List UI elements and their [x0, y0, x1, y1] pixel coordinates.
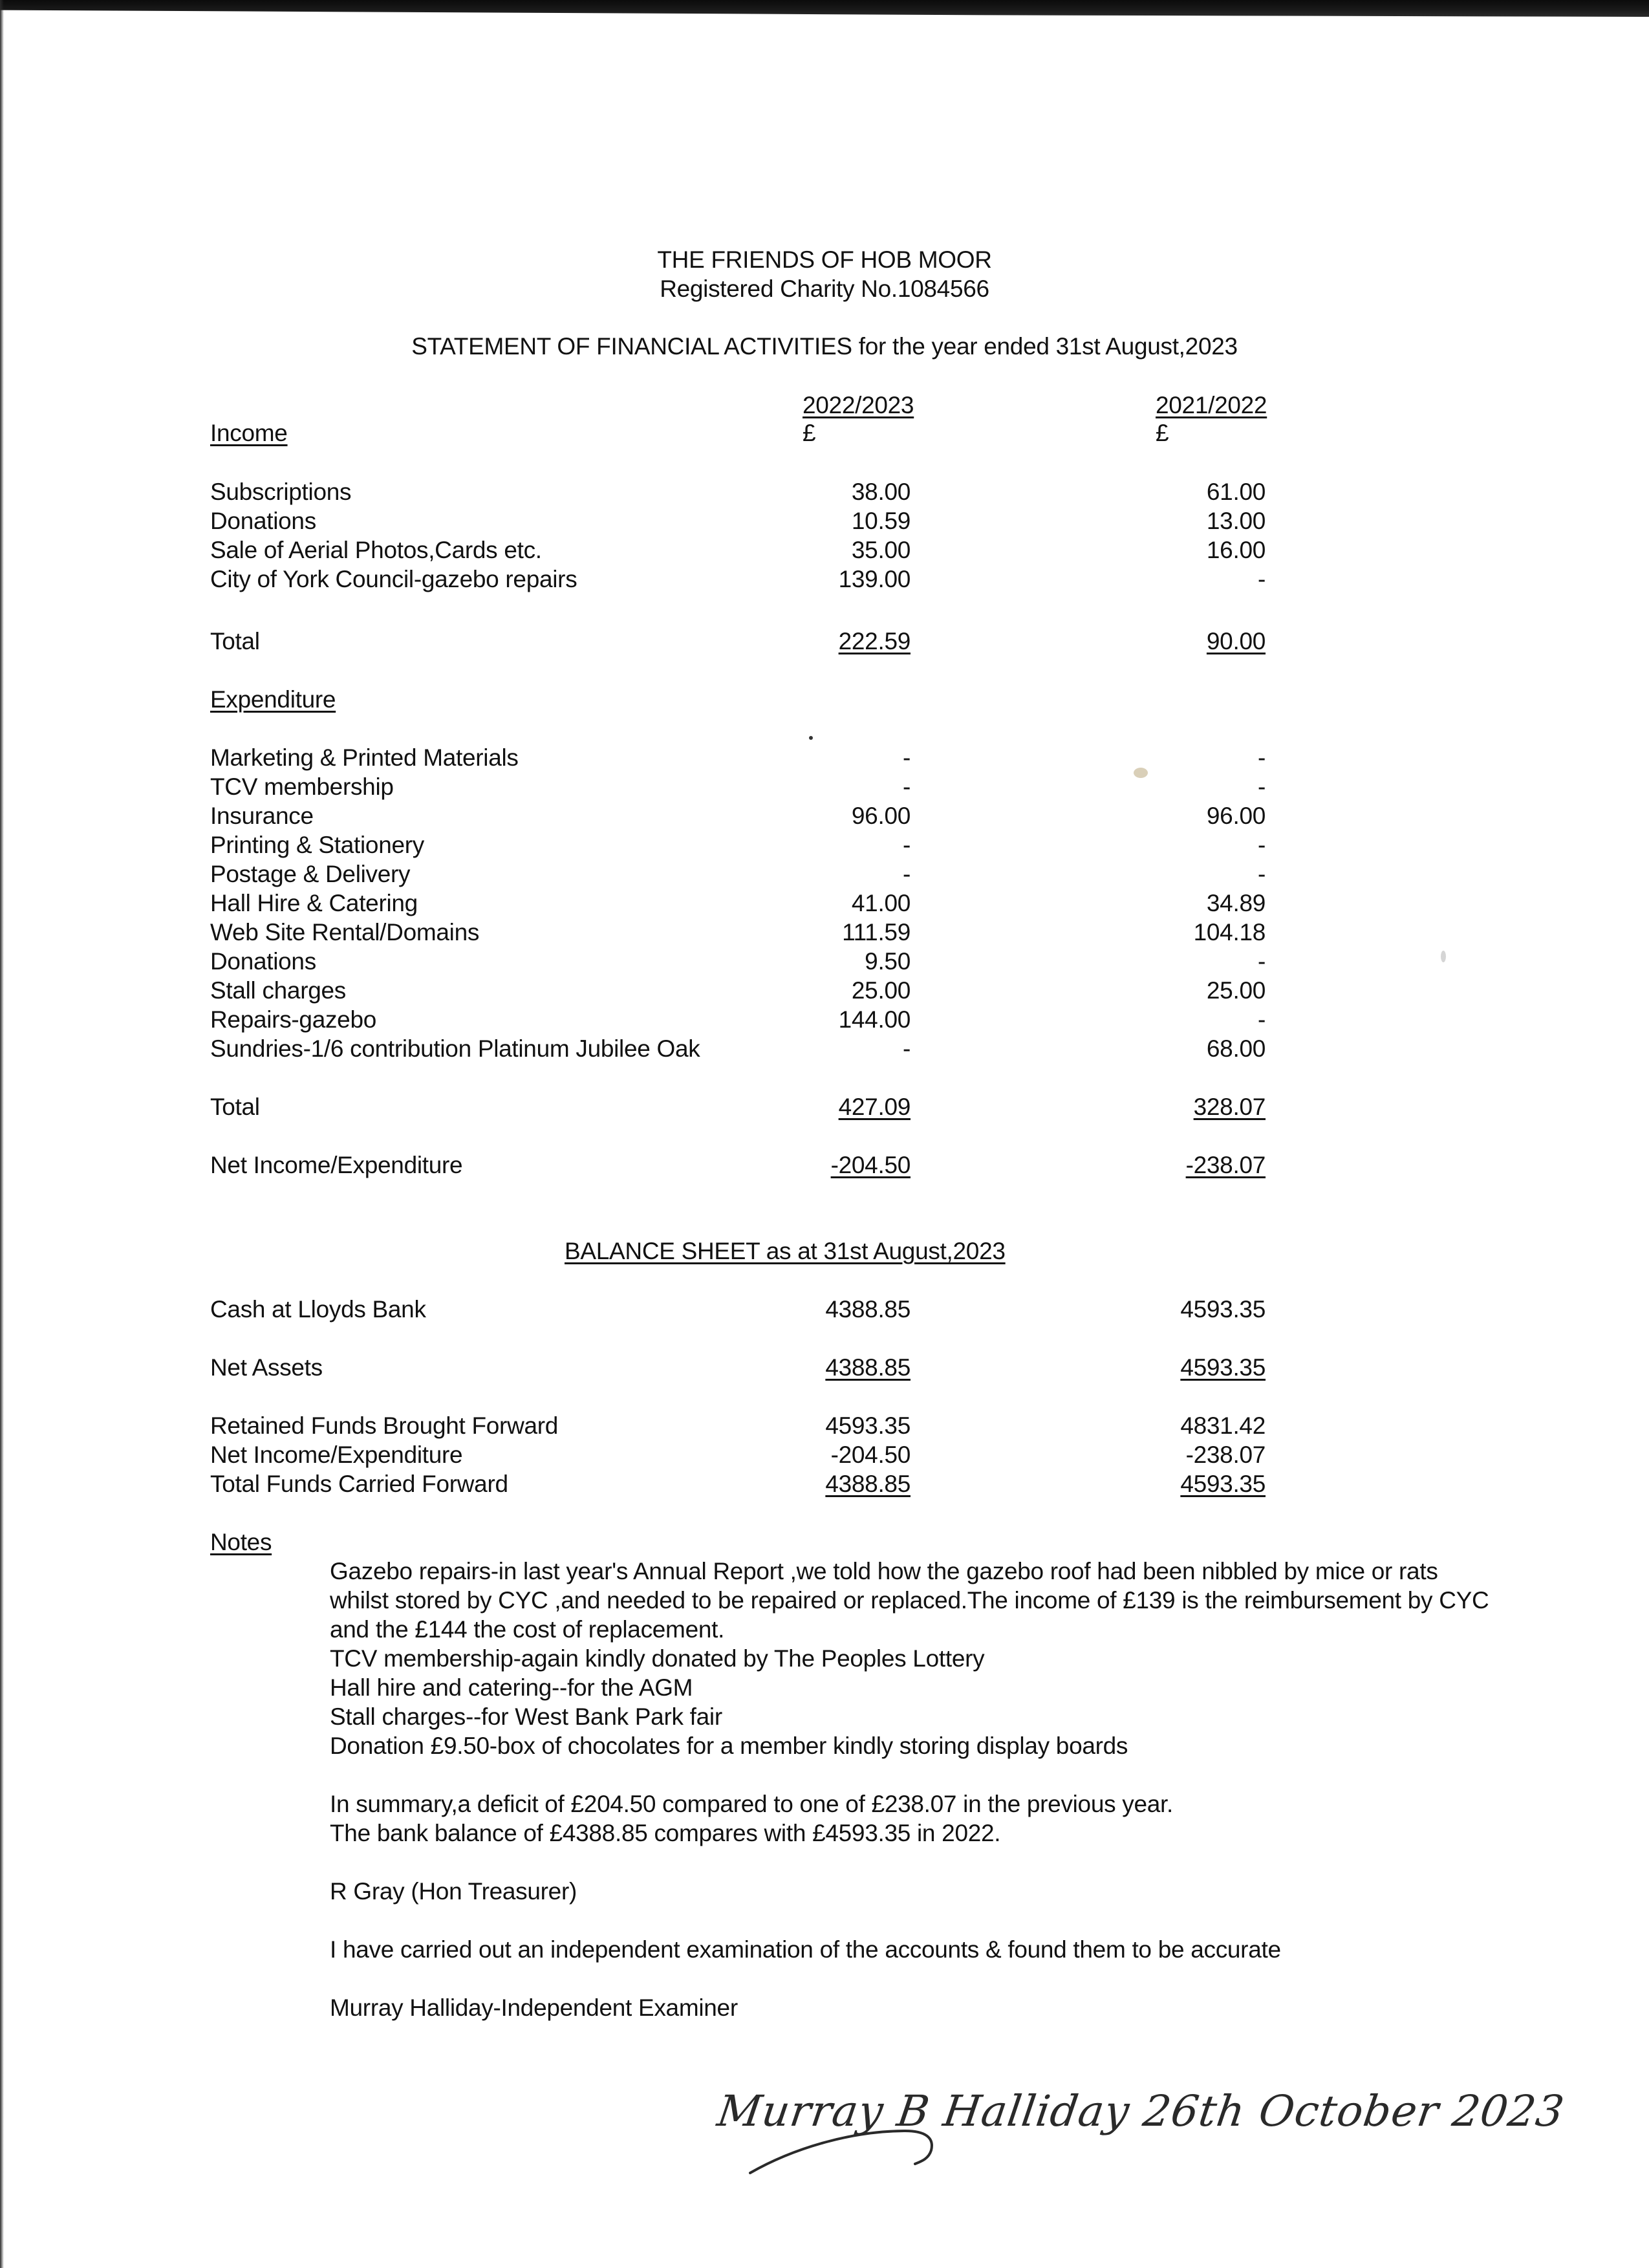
column-header-current-year: 2022/2023: [803, 392, 914, 418]
expenditure-total-label: Total: [210, 1094, 260, 1120]
currency-symbol-current: £: [803, 420, 816, 446]
expenditure-row-current: 96.00: [851, 803, 911, 829]
funds-row-prior: [1132, 1470, 1266, 1498]
expenditure-total-current-value: 427.09: [838, 1094, 911, 1120]
income-row-current: 10.59: [851, 508, 911, 534]
scan-speck: [809, 736, 813, 740]
expenditure-row-current: 25.00: [851, 977, 911, 1004]
expenditure-row-current: -: [902, 832, 911, 858]
charity-number: Registered Charity No.1084566: [660, 275, 989, 302]
note-line: Gazebo repairs-in last year's Annual Report ,we told how the gazebo roof had been nibbled by mice or rats: [330, 1558, 1438, 1584]
funds-row-current: 4593.35: [825, 1412, 911, 1439]
income-total-prior: [1132, 627, 1266, 656]
expenditure-row-label: Hall Hire & Catering: [210, 890, 418, 916]
net-income-label: Net Income/Expenditure: [210, 1152, 463, 1178]
signature-text: Murray B Halliday 26th October 2023: [714, 2086, 1568, 2136]
expenditure-total-prior: [1132, 1093, 1266, 1121]
expenditure-row-prior: 34.89: [1206, 890, 1266, 916]
net-assets-prior: [1132, 1354, 1266, 1382]
note-line: Hall hire and catering--for the AGM: [330, 1674, 693, 1701]
expenditure-row-label: Repairs-gazebo: [210, 1006, 377, 1033]
funds-row-current: -204.50: [830, 1442, 911, 1468]
expenditure-row-label: Donations: [210, 948, 316, 975]
expenditure-row-prior: -: [1257, 861, 1266, 887]
expenditure-row-prior: -: [1257, 832, 1266, 858]
treasurer-name: R Gray (Hon Treasurer): [330, 1878, 577, 1905]
expenditure-row-label: Web Site Rental/Domains: [210, 919, 480, 945]
income-row-label: Subscriptions: [210, 479, 352, 505]
income-total-label: Total: [210, 628, 260, 654]
note-line: TCV membership-again kindly donated by The Peoples Lottery: [330, 1645, 985, 1672]
note-line: whilst stored by CYC ,and needed to be repaired or replaced.The income of £139 is the reimbursement by CYC: [330, 1587, 1489, 1614]
net-assets-current-value: 4388.85: [825, 1354, 911, 1381]
summary-line: The bank balance of £4388.85 compares with £4593.35 in 2022.: [330, 1820, 1001, 1846]
expenditure-row-label: Marketing & Printed Materials: [210, 744, 519, 771]
expenditure-row-prior: 68.00: [1206, 1035, 1266, 1062]
net-assets-current: [776, 1354, 911, 1382]
income-row-prior: 61.00: [1206, 479, 1266, 505]
expenditure-row-current: -: [902, 744, 911, 771]
funds-row-prior: -238.07: [1185, 1442, 1266, 1468]
note-line: and the £144 the cost of replacement.: [330, 1616, 725, 1643]
funds-row-current: [776, 1470, 911, 1498]
expenditure-row-label: TCV membership: [210, 773, 394, 800]
income-heading: Income: [210, 420, 288, 446]
expenditure-row-label: Postage & Delivery: [210, 861, 411, 887]
expenditure-total-prior-value: 328.07: [1193, 1094, 1266, 1120]
funds-row-label: Retained Funds Brought Forward: [210, 1412, 559, 1439]
expenditure-row-prior: -: [1257, 1006, 1266, 1033]
cash-label: Cash at Lloyds Bank: [210, 1296, 426, 1323]
income-row-current: 139.00: [838, 566, 911, 592]
balance-sheet-title: [565, 1237, 1006, 1266]
net-assets-label: Net Assets: [210, 1354, 323, 1381]
summary-line: In summary,a deficit of £204.50 compared to one of £238.07 in the previous year.: [330, 1791, 1174, 1817]
expenditure-row-label: Insurance: [210, 803, 314, 829]
scanner-edge-band: [0, 0, 1649, 17]
balance-sheet-title-text: BALANCE SHEET as at 31st August,2023: [565, 1238, 1006, 1264]
expenditure-row-prior: 96.00: [1206, 803, 1266, 829]
expenditure-row-prior: -: [1257, 744, 1266, 771]
scan-speck: [1134, 768, 1148, 778]
cash-current: 4388.85: [825, 1296, 911, 1323]
notes-heading: Notes: [210, 1529, 272, 1555]
net-income-current: [776, 1151, 911, 1180]
income-total-prior-value: 90.00: [1206, 628, 1266, 654]
expenditure-total-current: [776, 1093, 911, 1121]
net-income-prior: [1132, 1151, 1266, 1180]
expenditure-row-prior: 104.18: [1193, 919, 1266, 945]
funds-row-label: Net Income/Expenditure: [210, 1442, 463, 1468]
expenditure-row-label: Stall charges: [210, 977, 346, 1004]
handwritten-signature: [711, 2050, 1591, 2179]
net-income-current-value: -204.50: [830, 1152, 911, 1178]
funds-row-prior: 4831.42: [1180, 1412, 1266, 1439]
org-name: THE FRIENDS OF HOB MOOR: [657, 246, 992, 273]
expenditure-row-current: 111.59: [842, 919, 911, 945]
income-row-current: 35.00: [851, 537, 911, 563]
expenditure-row-current: 144.00: [838, 1006, 911, 1033]
expenditure-row-current: -: [902, 861, 911, 887]
expenditure-row-label: Printing & Stationery: [210, 832, 424, 858]
column-header-prior-year: 2021/2022: [1156, 392, 1267, 418]
income-row-prior: -: [1257, 566, 1266, 592]
income-row-prior: 16.00: [1206, 537, 1266, 563]
income-total-current: [776, 627, 911, 656]
expenditure-heading: Expenditure: [210, 686, 336, 713]
cash-prior: 4593.35: [1180, 1296, 1266, 1323]
expenditure-row-current: -: [902, 1035, 911, 1062]
note-line: Stall charges--for West Bank Park fair: [330, 1703, 722, 1730]
note-line: Donation £9.50-box of chocolates for a member kindly storing display boards: [330, 1733, 1128, 1759]
expenditure-row-current: -: [902, 773, 911, 800]
income-total-current-value: 222.59: [838, 628, 911, 654]
expenditure-row-prior: -: [1257, 948, 1266, 975]
expenditure-row-prior: -: [1257, 773, 1266, 800]
income-row-current: 38.00: [851, 479, 911, 505]
income-row-label: Donations: [210, 508, 316, 534]
income-row-prior: 13.00: [1206, 508, 1266, 534]
income-row-label: City of York Council-gazebo repairs: [210, 566, 577, 592]
funds-carried-current-value: 4388.85: [825, 1471, 911, 1497]
funds-carried-prior-value: 4593.35: [1180, 1471, 1266, 1497]
income-row-label: Sale of Aerial Photos,Cards etc.: [210, 537, 542, 563]
statement-title: STATEMENT OF FINANCIAL ACTIVITIES for the year ended 31st August,2023: [411, 333, 1238, 360]
net-assets-prior-value: 4593.35: [1180, 1354, 1266, 1381]
examiner-name: Murray Halliday-Independent Examiner: [330, 1994, 738, 2021]
expenditure-row-prior: 25.00: [1206, 977, 1266, 1004]
expenditure-row-current: 9.50: [865, 948, 911, 975]
net-income-prior-value: -238.07: [1185, 1152, 1266, 1178]
currency-symbol-prior: £: [1156, 420, 1169, 446]
funds-row-label: Total Funds Carried Forward: [210, 1471, 508, 1497]
expenditure-row-current: 41.00: [851, 890, 911, 916]
expenditure-row-label: Sundries-1/6 contribution Platinum Jubilee Oak: [210, 1035, 700, 1062]
examiner-statement: I have carried out an independent examination of the accounts & found them to be accurate: [330, 1936, 1281, 1963]
scan-speck: [1441, 951, 1446, 962]
